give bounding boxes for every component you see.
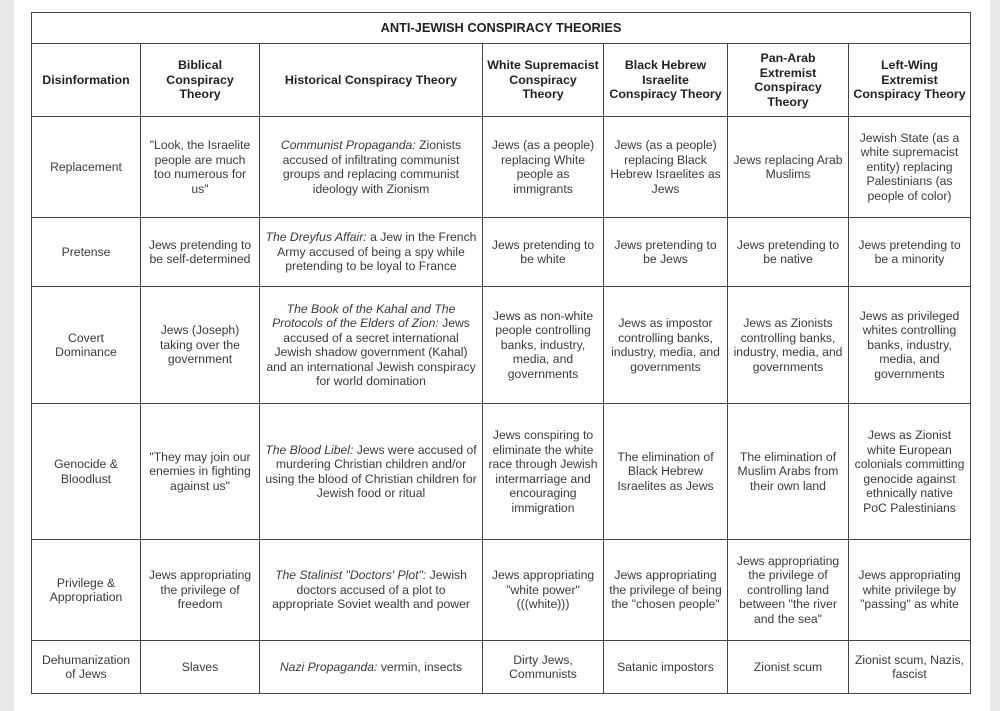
cell-biblical: "Look, the Israelite people are much too numerous for us" <box>141 117 260 218</box>
cell-pan-arab: Jews replacing Arab Muslims <box>728 117 849 218</box>
table-row <box>32 540 971 641</box>
historical-text: Zionists accused of infiltrating communist groups and replacing communist ideology with Zionism <box>282 138 462 196</box>
cell-biblical: Jews appropriating the privilege of freedom <box>141 540 260 641</box>
cell-left-wing: Jews as Zionist white European colonials committing genocide against ethnically native PoC Palestinians <box>849 404 971 540</box>
header-biblical: Biblical Conspiracy Theory <box>141 44 260 117</box>
table-row <box>32 641 971 694</box>
cell-black-hebrew-israelite: The elimination of Black Hebrew Israelites as Jews <box>604 404 728 540</box>
row-label: Replacement <box>32 117 141 218</box>
cell-left-wing: Jewish State (as a white supremacist entity) replacing Palestinians (as people of color) <box>849 117 971 218</box>
historical-text: Jews accused of a secret international Jewish shadow government (Kahal) and an international Jewish conspiracy for world domination <box>266 316 476 388</box>
row-label: Genocide & Bloodlust <box>32 404 141 540</box>
table-row <box>32 404 971 540</box>
cell-historical <box>260 287 483 404</box>
cell-historical <box>260 218 483 287</box>
header-historical: Historical Conspiracy Theory <box>260 44 483 117</box>
historical-title: The Stalinist "Doctors' Plot": <box>275 568 427 583</box>
historical-text: a Jew in the French Army accused of being a spy while pretending to be loyal to France <box>277 230 477 274</box>
header-pan-arab: Pan-Arab Extremist Conspiracy Theory <box>728 44 849 117</box>
title-row <box>32 13 971 44</box>
cell-white-supremacist: Jews (as a people) replacing White people as immigrants <box>483 117 604 218</box>
cell-left-wing: Jews appropriating white privilege by "passing" as white <box>849 540 971 641</box>
cell-white-supremacist: Jews pretending to be white <box>483 218 604 287</box>
table-row <box>32 287 971 404</box>
cell-historical <box>260 540 483 641</box>
cell-biblical: "They may join our enemies in fighting against us" <box>141 404 260 540</box>
row-label: Privilege & Appropriation <box>32 540 141 641</box>
row-label: Pretense <box>32 218 141 287</box>
cell-left-wing: Jews pretending to be a minority <box>849 218 971 287</box>
document-page <box>14 0 990 711</box>
conspiracy-theories-table <box>31 12 971 694</box>
cell-black-hebrew-israelite: Jews pretending to be Jews <box>604 218 728 287</box>
cell-biblical: Jews pretending to be self-determined <box>141 218 260 287</box>
header-row <box>32 44 971 117</box>
cell-pan-arab: Zionist scum <box>728 641 849 694</box>
historical-text: vermin, insects <box>377 659 463 674</box>
header-white-supremacist: White Supremacist Conspiracy Theory <box>483 44 604 117</box>
row-label: Covert Dominance <box>32 287 141 404</box>
cell-historical <box>260 117 483 218</box>
cell-historical <box>260 641 483 694</box>
header-disinformation: Disinformation <box>32 44 141 117</box>
cell-black-hebrew-israelite: Jews appropriating the privilege of being the "chosen people" <box>604 540 728 641</box>
header-black-hebrew-israelite: Black Hebrew Israelite Conspiracy Theory <box>604 44 728 117</box>
table-row <box>32 218 971 287</box>
cell-white-supremacist: Jews conspiring to eliminate the white race through Jewish intermarriage and encouraging immigration <box>483 404 604 540</box>
cell-pan-arab: Jews as Zionists controlling banks, industry, media, and governments <box>728 287 849 404</box>
historical-title: The Dreyfus Affair: <box>265 230 367 245</box>
table-row <box>32 117 971 218</box>
historical-title: The Book of the Kahal and The Protocols of the Elders of Zion: <box>272 301 456 330</box>
cell-white-supremacist: Jews as non-white people controlling banks, industry, media, and governments <box>483 287 604 404</box>
cell-left-wing: Jews as privileged whites controlling banks, industry, media, and governments <box>849 287 971 404</box>
cell-biblical: Jews (Joseph) taking over the government <box>141 287 260 404</box>
header-left-wing: Left-Wing Extremist Conspiracy Theory <box>849 44 971 117</box>
cell-biblical: Slaves <box>141 641 260 694</box>
cell-black-hebrew-israelite: Jews (as a people) replacing Black Hebrew Israelites as Jews <box>604 117 728 218</box>
cell-pan-arab: Jews pretending to be native <box>728 218 849 287</box>
cell-white-supremacist: Jews appropriating "white power" (((white))) <box>483 540 604 641</box>
historical-title: Communist Propaganda: <box>280 138 416 152</box>
cell-black-hebrew-israelite: Satanic impostors <box>604 641 728 694</box>
historical-title: Nazi Propaganda: <box>279 659 378 674</box>
row-label: Dehumanization of Jews <box>32 641 141 694</box>
cell-historical <box>260 404 483 540</box>
cell-white-supremacist: Dirty Jews, Communists <box>483 641 604 694</box>
cell-pan-arab: Jews appropriating the privilege of controlling land between "the river and the sea" <box>728 540 849 641</box>
table-title: ANTI-JEWISH CONSPIRACY THEORIES <box>32 13 971 44</box>
historical-text: Jews were accused of murdering Christian children and/or using the blood of Christian children for Jewish food or ritual <box>265 442 477 500</box>
historical-text: Jewish doctors accused of a plot to appropriate Soviet wealth and power <box>272 568 470 612</box>
cell-pan-arab: The elimination of Muslim Arabs from their own land <box>728 404 849 540</box>
historical-title: The Blood Libel: <box>265 442 354 457</box>
cell-left-wing: Zionist scum, Nazis, fascist <box>849 641 971 694</box>
cell-black-hebrew-israelite: Jews as impostor controlling banks, industry, media, and governments <box>604 287 728 404</box>
